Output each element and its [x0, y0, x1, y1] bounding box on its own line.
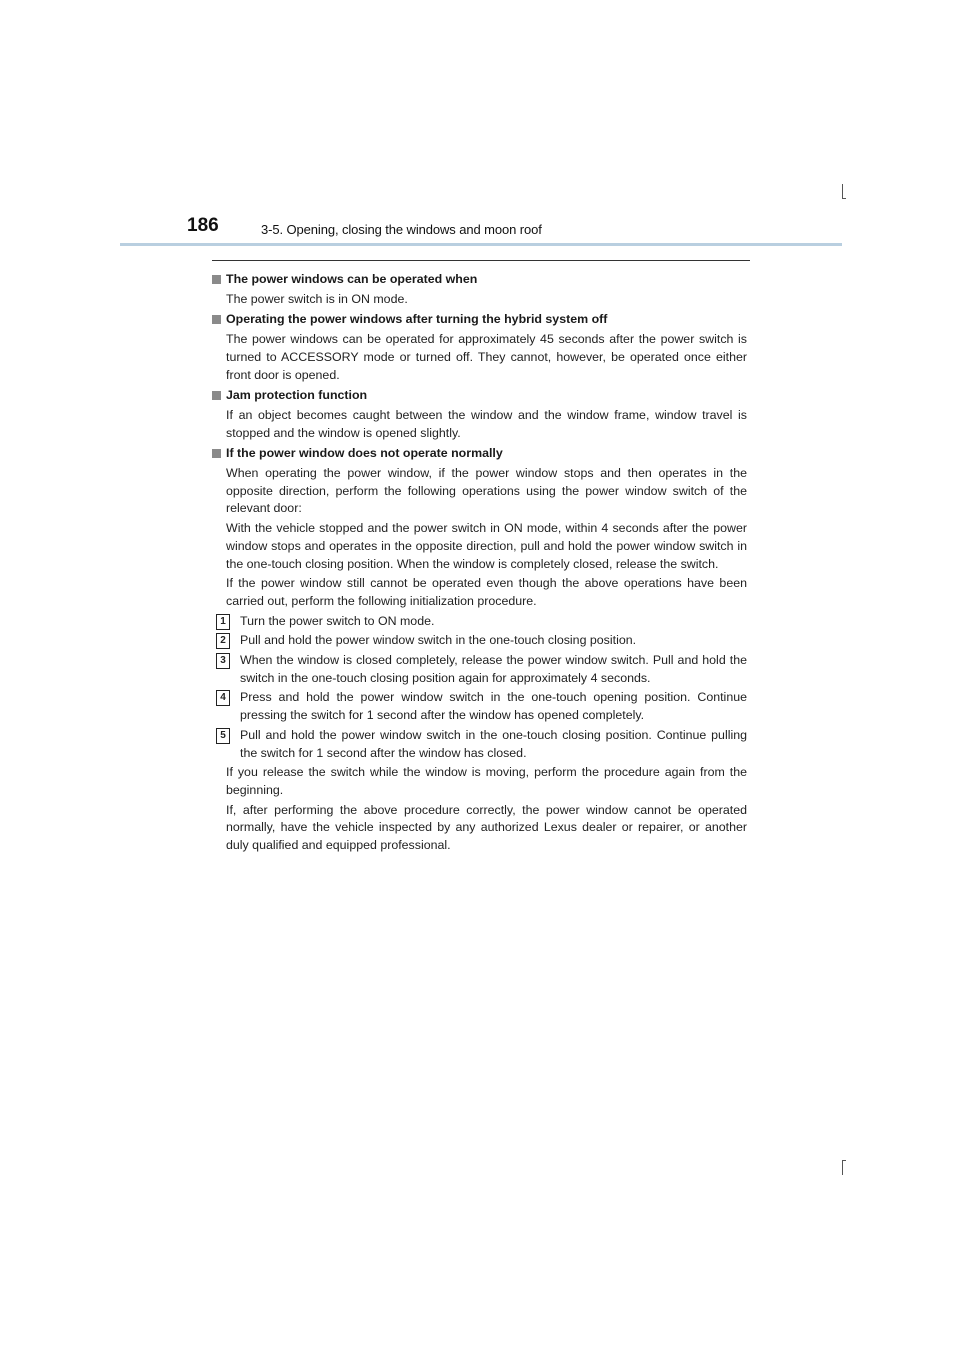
paragraph: With the vehicle stopped and the power switch in ON mode, within 4 seconds after the power window stops and operates in the opposite direction, pull and hold the power window switch in the one-touch closing position. When the window is completely closed, release the switch. [226, 521, 747, 571]
step-text: Pull and hold the power window switch in the one-touch closing position. Continue pulling the switch for 1 second after the window has closed. [240, 727, 747, 760]
content-top-rule [212, 260, 750, 261]
step-item [216, 652, 747, 687]
section-title: 3-5. Opening, closing the windows and moon roof [261, 222, 542, 237]
header-rule [120, 243, 842, 246]
section-heading-text: The power windows can be operated when [226, 272, 478, 286]
paragraph: If, after performing the above procedure correctly, the power window cannot be operated normally, have the vehicle inspected by any authorized Lexus dealer or repairer, or another duly qualified and equipped professional. [226, 802, 747, 853]
square-bullet-icon [212, 275, 221, 284]
crop-mark-top [842, 184, 843, 199]
step-number-badge: 2 [216, 633, 230, 649]
paragraph: If an object becomes caught between the window and the window frame, window travel is stopped and the window is opened slightly. [226, 407, 747, 440]
step-text: When the window is closed completely, release the power window switch. Pull and hold the switch in the one-touch closing position again for approximately 4 seconds. [240, 653, 747, 685]
crop-mark-bottom [842, 1160, 843, 1175]
step-item [216, 632, 747, 650]
paragraph: The power windows can be operated for approximately 45 seconds after the power switch is turned to ACCESSORY mode or turned off. They cannot, however, be operated once either front door is opened. [226, 332, 747, 382]
step-text: Pull and hold the power window switch in the one-touch closing position. [240, 633, 637, 648]
step-item [216, 689, 747, 724]
square-bullet-icon [212, 391, 221, 400]
step-text: Turn the power switch to ON mode. [240, 613, 435, 628]
section-heading-text: Operating the power windows after turning the hybrid system off [226, 312, 608, 327]
step-item [216, 613, 747, 631]
square-bullet-icon [212, 449, 221, 458]
section-heading [212, 445, 747, 463]
page-number: 186 [187, 215, 219, 236]
paragraph: If the power window still cannot be operated even though the above operations have been carried out, perform the following initialization procedure. [226, 576, 747, 608]
section-heading [212, 387, 747, 405]
step-number-badge: 3 [216, 653, 230, 669]
step-item [216, 727, 747, 762]
square-bullet-icon [212, 315, 221, 324]
step-number-badge: 4 [216, 690, 230, 706]
section-heading-text: If the power window does not operate normally [226, 446, 503, 461]
paragraph: The power switch is in ON mode. [226, 291, 408, 306]
step-list [216, 613, 747, 763]
step-number-badge: 5 [216, 728, 230, 744]
step-number-badge: 1 [216, 614, 230, 630]
paragraph: If you release the switch while the window is moving, perform the procedure again from the beginning. [226, 765, 747, 797]
section-heading-text: Jam protection function [226, 388, 368, 403]
section-heading [212, 311, 747, 329]
step-text: Press and hold the power window switch in the one-touch opening position. Continue pressing the switch for 1 second after the window has opened completely. [240, 690, 747, 723]
content-body [212, 268, 747, 855]
paragraph: When operating the power window, if the power window stops and then operates in the opposite direction, perform the following operations using the power window switch of the relevant door: [226, 466, 747, 516]
section-heading [212, 271, 747, 289]
